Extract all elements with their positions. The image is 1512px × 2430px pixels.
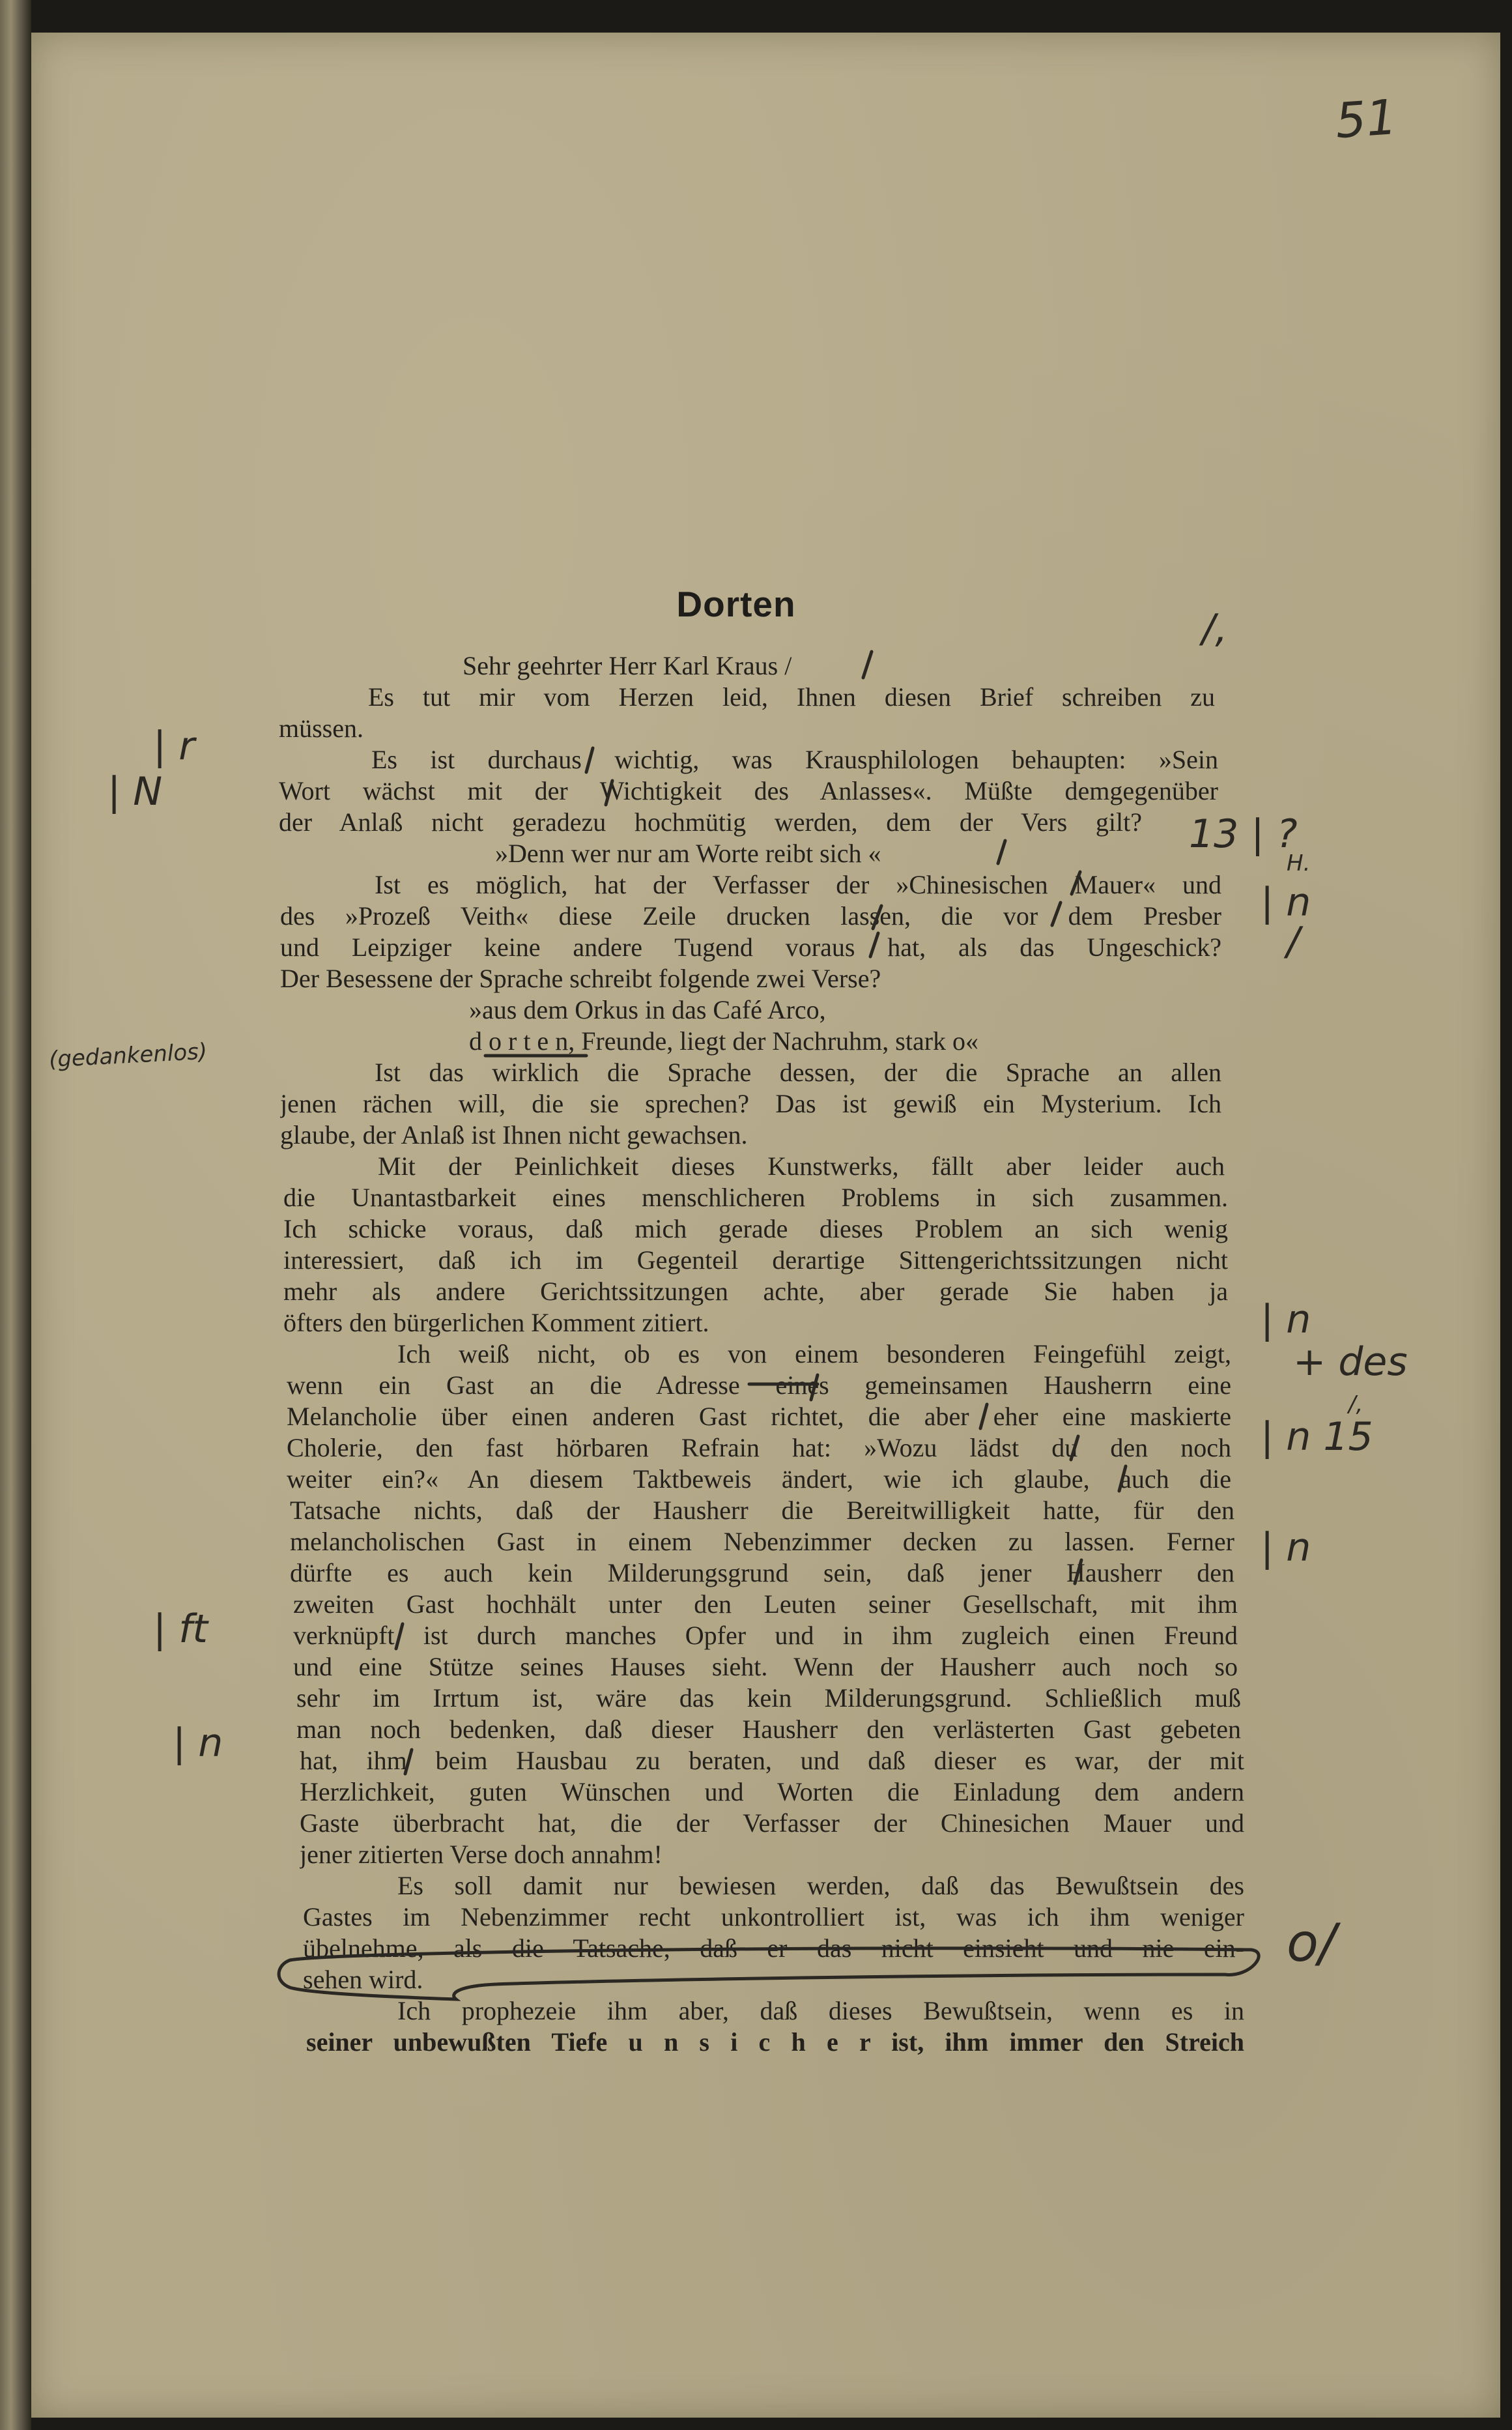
margin-note: (gedankenlos) [48, 1038, 208, 1073]
text-line: Es soll damit nur bewiesen werden, daß das Bewußtsein des [397, 1871, 1244, 1900]
margin-note: | n [1261, 1525, 1311, 1570]
margin-note: /, [1348, 1391, 1363, 1417]
verse-line: »aus dem Orkus in das Café Arco, [469, 995, 826, 1024]
margin-note: /, [1202, 606, 1228, 652]
text-line: verknüpft ist durch manches Opfer und in ihm zugleich einen Freund [293, 1621, 1238, 1650]
text-line: Ich schicke voraus, daß mich gerade dieses Problem an sich wenig [283, 1214, 1228, 1243]
margin-note: | N [107, 769, 163, 815]
page-number: 51 [1334, 89, 1399, 150]
text-line: man noch bedenken, daß dieser Hausherr den verlästerten Gast gebeten [296, 1714, 1241, 1744]
margin-note: | n 15 [1261, 1414, 1373, 1460]
text-line: wenn ein Gast an die Adresse eines gemeinsamen Hausherrn eine [287, 1370, 1231, 1400]
binding-edge [0, 0, 31, 2430]
text-line: des »Prozeß Veith« diese Zeile drucken lassen, die vor dem Presber [280, 901, 1221, 931]
margin-note: o/ [1287, 1913, 1336, 1973]
margin-note: | n [1261, 880, 1311, 925]
text-line: Es ist durchaus wichtig, was Krausphilologen behaupten: »Sein [371, 745, 1218, 774]
text-line: der Anlaß nicht geradezu hochmütig werden, dem der Vers gilt? [279, 807, 1142, 837]
text-line: Der Besessene der Sprache schreibt folgende zwei Verse? [280, 964, 881, 993]
text-line: interessiert, daß ich im Gegenteil derartige Sittengerichtssitzungen nicht [283, 1245, 1228, 1275]
text-line: mehr als andere Gerichtssitzungen achte, aber gerade Sie haben ja [283, 1277, 1228, 1306]
text-line: müssen. [279, 714, 364, 743]
verse-line: d o r t e n, Freunde, liegt der Nachruhm, stark o« [469, 1026, 979, 1056]
text-line: und eine Stütze seines Hauses sieht. Wenn der Hausherr auch noch so [293, 1652, 1238, 1681]
text-line: Herzlichkeit, guten Wünschen und Worten die Einladung dem andern [300, 1777, 1244, 1806]
margin-note: | r [153, 723, 195, 769]
text-line: Melancholie über einen anderen Gast richtet, die aber eher eine maskierte [287, 1402, 1231, 1431]
margin-note: + des [1293, 1339, 1408, 1385]
text-line: jenen rächen will, die sie sprechen? Das ist gewiß ein Mysterium. Ich [280, 1089, 1221, 1118]
text-line: Cholerie, den fast hörbaren Refrain hat: »Wozu lädst du den noch [287, 1433, 1231, 1462]
text-line: Ist es möglich, hat der Verfasser der »Chinesischen Mauer« und [375, 870, 1221, 899]
text-line: dürfte es auch kein Milderungsgrund sein, daß jener Hausherr den [290, 1558, 1234, 1587]
quote-line: »Denn wer nur am Worte reibt sich « [495, 839, 881, 868]
margin-note: | ft [153, 1606, 208, 1652]
text-line: jener zitierten Verse doch annahm! [300, 1840, 663, 1869]
text-line: Tatsache nichts, daß der Hausherr die Bereitwilligkeit hatte, für den [290, 1496, 1234, 1525]
text-line: sehr im Irrtum ist, wäre das kein Milderungsgrund. Schließlich muß [296, 1683, 1241, 1713]
text-line: glaube, der Anlaß ist Ihnen nicht gewachsen. [280, 1120, 748, 1150]
text-line: Wort wächst mit der Wichtigkeit des Anlasses«. Müßte demgegenüber [279, 776, 1218, 805]
text-line: übelnehme, als die Tatsache, daß er das nicht einsieht und nie ein- [303, 1933, 1244, 1963]
text-line: Ich weiß nicht, ob es von einem besonderen Feingefühl zeigt, [397, 1339, 1231, 1368]
text-line: öfters den bürgerlichen Komment zitiert. [283, 1308, 709, 1337]
text-line: sehen wird. [303, 1965, 423, 1994]
text-line: Mit der Peinlichkeit dieses Kunstwerks, fällt aber leider auch [378, 1151, 1225, 1181]
margin-note: | n [173, 1720, 223, 1766]
text-line: Es tut mir vom Herzen leid, Ihnen diesen Brief schreiben zu [368, 682, 1215, 712]
page-title: Dorten [676, 584, 796, 624]
text-line: weiter ein?« An diesem Taktbeweis ändert, wie ich glaube, auch die [287, 1464, 1231, 1494]
text-line: und Leipziger keine andere Tugend voraus hat, als das Ungeschick? [280, 933, 1221, 962]
margin-note: 13 | ? [1189, 811, 1298, 857]
text-line: Ist das wirklich die Sprache dessen, der die Sprache an allen [375, 1058, 1221, 1087]
text-line: Gaste überbracht hat, die der Verfasser der Chinesichen Mauer und [300, 1808, 1244, 1838]
text-line: hat, ihm beim Hausbau zu beraten, und daß dieser es war, der mit [300, 1746, 1244, 1775]
margin-note: H. [1287, 850, 1311, 876]
salutation-line: Sehr geehrter Herr Karl Kraus / [463, 651, 792, 680]
margin-note: | n [1261, 1297, 1311, 1342]
text-line: Gastes im Nebenzimmer recht unkontrolliert ist, was ich ihm weniger [303, 1902, 1244, 1931]
text-line: zweiten Gast hochhält unter den Leuten seiner Gesellschaft, mit ihm [293, 1589, 1238, 1619]
text-line: die Unantastbarkeit eines menschlicheren Problems in sich zusammen. [283, 1183, 1228, 1212]
text-line: Ich prophezeie ihm aber, daß dieses Bewußtsein, wenn es in [397, 1996, 1244, 2025]
margin-note: / [1287, 919, 1300, 964]
text-line: seiner unbewußten Tiefe u n s i c h e r ist, ihm immer den Streich [306, 2027, 1244, 2057]
text-line: melancholischen Gast in einem Nebenzimmer decken zu lassen. Ferner [290, 1527, 1234, 1556]
